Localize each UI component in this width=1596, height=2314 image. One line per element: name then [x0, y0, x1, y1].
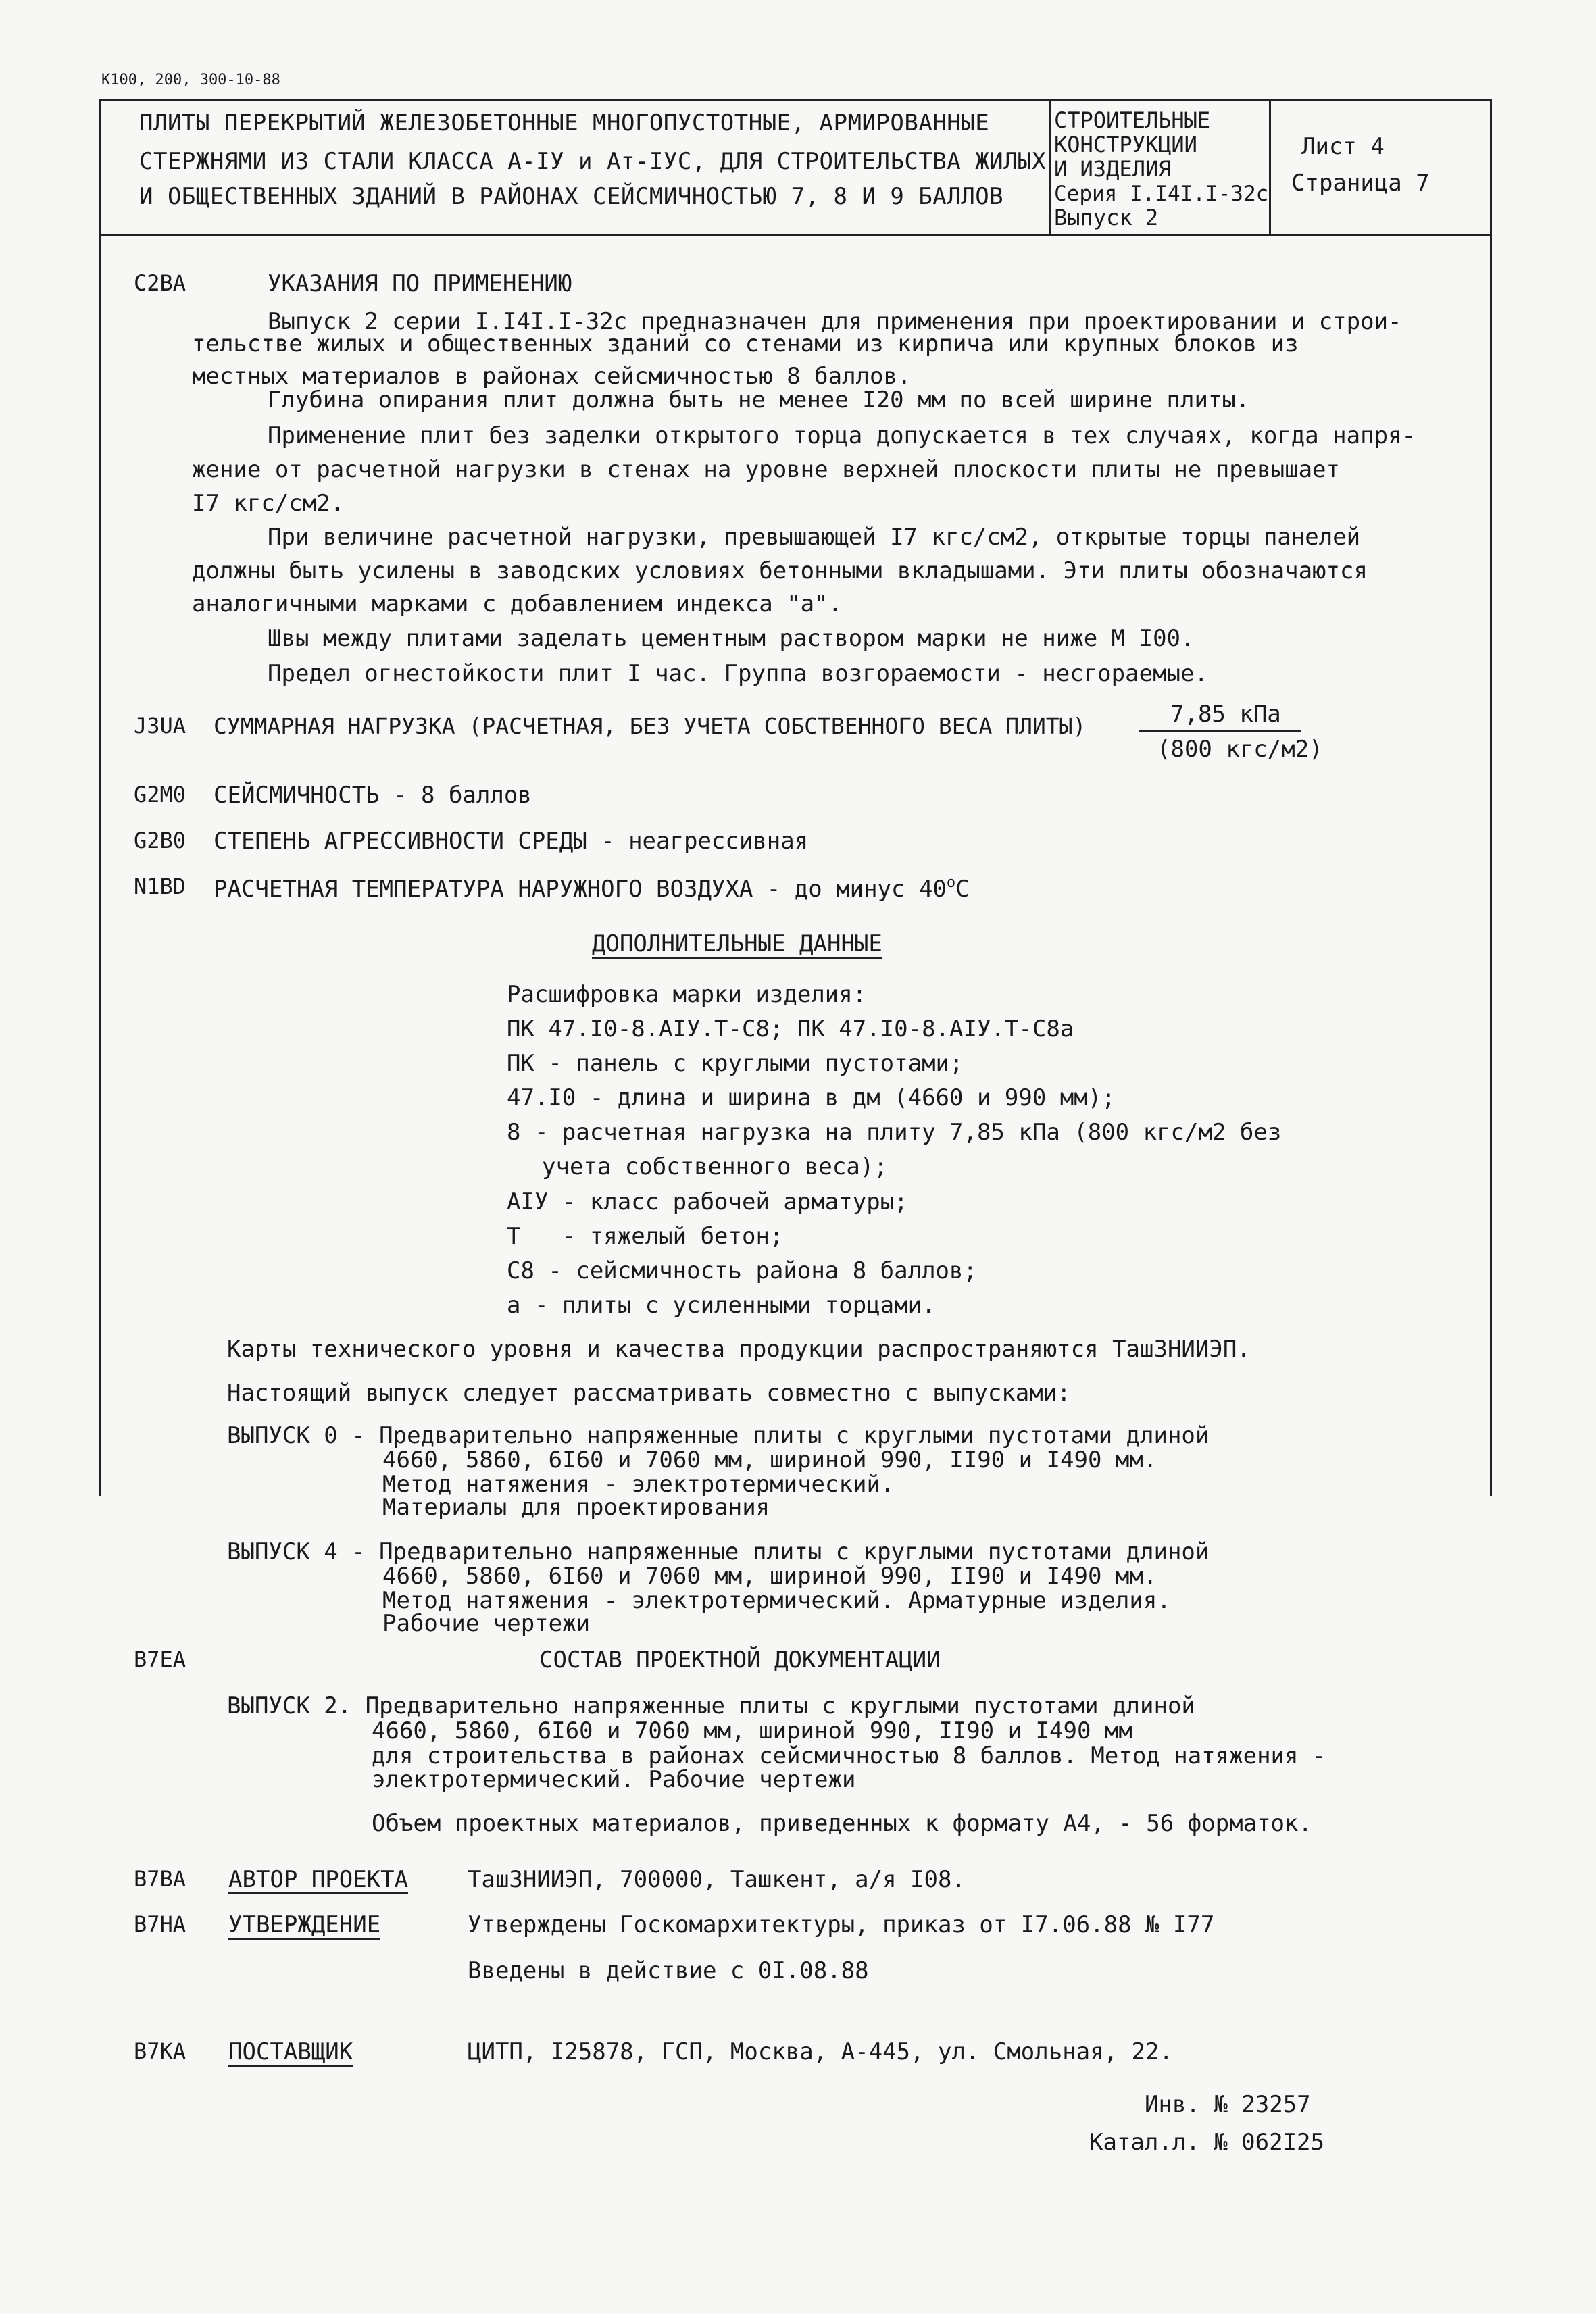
section-line: Выпуск 2: [1054, 205, 1159, 230]
usage-line: должны быть усилены в заводских условиях бетонными вкладышами. Эти плиты обозначаются: [192, 557, 1368, 584]
section-line: СТРОИТЕЛЬНЫЕ: [1054, 107, 1211, 133]
issue-line: ВЫПУСК 4 - Предварительно напряженные плиты с круглыми пустотами длиной: [227, 1538, 1210, 1565]
mark-line: 8 - расчетная нагрузка на плиту 7,85 кПа (800 кгс/м2 без: [507, 1119, 1282, 1146]
usage-line: местных материалов в районах сейсмичностью 8 баллов.: [192, 363, 912, 390]
stamp-code: K100, 200, 300-10-88: [101, 72, 280, 89]
composition-heading: СОСТАВ ПРОЕКТНОЙ ДОКУМЕНТАЦИИ: [539, 1646, 941, 1674]
mark-line: С8 - сейсмичность района 8 баллов;: [507, 1257, 977, 1284]
usage-line: жение от расчетной нагрузки в стенах на уровне верхней плоскости плиты не превышает: [192, 456, 1340, 483]
frame-right: [1490, 99, 1492, 1496]
usage-line: При величине расчетной нагрузки, превышающей I7 кгс/см2, открытые торцы панелей: [268, 524, 1361, 551]
usage-line: Применение плит без заделки открытого торца допускается в тех случаях, когда напря-: [268, 422, 1416, 449]
mark-line: 47.I0 - длина и ширина в дм (4660 и 990 мм);: [507, 1084, 1116, 1111]
load-label: СУММАРНАЯ НАГРУЗКА (РАСЧЕТНАЯ, БЕЗ УЧЕТА СОБСТВЕННОГО ВЕСА ПЛИТЫ): [214, 713, 1087, 739]
issue-line: 4660, 5860, 6I60 и 7060 мм, шириной 990, II90 и I490 мм: [372, 1717, 1132, 1744]
frame-header-bottom: [99, 234, 1492, 236]
aggression-text: СТЕПЕНЬ АГРЕССИВНОСТИ СРЕДЫ - неагрессивная: [214, 828, 809, 855]
approval-label: УТВЕРЖДЕНИЕ: [228, 1911, 381, 1938]
approval-value: Утверждены Госкомархитектуры, приказ от I7.06.88 № I77: [468, 1911, 1215, 1938]
temperature-code: N1BD: [134, 874, 186, 899]
seismic-code: G2M0: [134, 782, 186, 807]
issue-line: Материалы для проектирования: [382, 1494, 770, 1521]
author-code: B7BA: [134, 1866, 186, 1892]
composition-code: B7EA: [134, 1646, 186, 1672]
approval-code: B7HA: [134, 1911, 186, 1937]
load-value-bottom: (800 кгс/м2): [1157, 736, 1323, 763]
temperature-label: РАСЧЕТНАЯ ТЕМПЕРАТУРА НАРУЖНОГО ВОЗДУХА - до минус 40: [214, 876, 947, 903]
approval-effective: Введены в действие с 0I.08.88: [468, 1957, 869, 1984]
header-title-line: ПЛИТЫ ПЕРЕКРЫТИЙ ЖЕЛЕЗОБЕТОННЫЕ МНОГОПУСТОТНЫЕ, АРМИРОВАННЫЕ: [139, 109, 990, 136]
issue-line: электротермический. Рабочие чертежи: [372, 1766, 856, 1793]
additional-heading: ДОПОЛНИТЕЛЬНЫЕ ДАННЫЕ: [592, 930, 882, 957]
frame-top: [99, 99, 1492, 101]
mark-line: АIУ - класс рабочей арматуры;: [507, 1188, 908, 1215]
issue-line: 4660, 5860, 6I60 и 7060 мм, шириной 990, II90 и I490 мм.: [382, 1447, 1157, 1474]
supplier-code: B7KA: [134, 2038, 186, 2064]
issue-line: Рабочие чертежи: [382, 1610, 591, 1637]
seismic-text: СЕЙСМИЧНОСТЬ - 8 баллов: [214, 782, 532, 809]
usage-line: I7 кгс/см2.: [192, 490, 345, 517]
usage-line: Предел огнестойкости плит I час. Группа возгораемости - несгораемые.: [268, 660, 1208, 687]
issue-line: ВЫПУСК 2. Предварительно напряженные плиты с круглыми пустотами длиной: [227, 1692, 1195, 1719]
together-note: Настоящий выпуск следует рассматривать совместно с выпусками:: [227, 1380, 1071, 1407]
mark-line: а - плиты с усиленными торцами.: [507, 1292, 936, 1319]
issue-line: 4660, 5860, 6I60 и 7060 мм, шириной 990, II90 и I490 мм.: [382, 1563, 1157, 1590]
usage-line: Глубина опирания плит должна быть не менее I20 мм по всей ширине плиты.: [268, 386, 1250, 413]
load-value-top: 7,85 кПа: [1170, 701, 1281, 728]
usage-heading: УКАЗАНИЯ ПО ПРИМЕНЕНИЮ: [268, 270, 572, 297]
supplier-value: ЦИТП, I25878, ГСП, Москва, А-445, ул. Смольная, 22.: [468, 2038, 1173, 2065]
sheet-number: Лист 4: [1301, 133, 1385, 160]
header-divider-1: [1049, 99, 1051, 234]
author-value: ТашЗНИИЭП, 700000, Ташкент, а/я I08.: [468, 1866, 966, 1893]
mark-line: ПК - панель с круглыми пустотами;: [507, 1050, 964, 1077]
usage-line: тельстве жилых и общественных зданий со стенами из кирпича или крупных блоков из: [192, 330, 1299, 357]
cards-note: Карты технического уровня и качества продукции распространяются ТашЗНИИЭП.: [227, 1336, 1251, 1363]
usage-code: С2ВА: [134, 270, 186, 296]
mark-line: Расшифровка марки изделия:: [507, 981, 867, 1008]
header-title-line: СТЕРЖНЯМИ ИЗ СТАЛИ КЛАССА А-IУ и Ат-IУС, ДЛЯ СТРОИТЕЛЬСТВА ЖИЛЫХ: [139, 148, 1047, 175]
load-code: J3UA: [134, 713, 186, 738]
mark-line: ПК 47.I0-8.АIУ.Т-С8; ПК 47.I0-8.АIУ.Т-С8а: [507, 1015, 1074, 1042]
mark-line: учета собственного веса);: [542, 1153, 888, 1180]
load-fraction-bar: [1139, 730, 1301, 732]
section-line: КОНСТРУКЦИИ: [1054, 132, 1197, 157]
supplier-label: ПОСТАВЩИК: [228, 2038, 353, 2065]
usage-line: аналогичными марками с добавлением индекса "а".: [192, 590, 843, 618]
issue-line: ВЫПУСК 0 - Предварительно напряженные плиты с круглыми пустотами длиной: [227, 1422, 1210, 1449]
degree-sign: о: [946, 874, 956, 891]
author-label: АВТОР ПРОЕКТА: [228, 1866, 409, 1893]
temperature-unit: С: [955, 876, 970, 903]
temperature-text: [214, 876, 970, 901]
header-divider-2: [1269, 99, 1271, 234]
catalog-number: Катал.л. № 062I25: [1089, 2129, 1324, 2156]
issue-line: для строительства в районах сейсмичностью 8 баллов. Метод натяжения -: [372, 1742, 1326, 1769]
section-line: Серия I.I4I.I-32с: [1054, 182, 1269, 206]
mark-line: Т - тяжелый бетон;: [507, 1223, 784, 1250]
header-title-line: И ОБЩЕСТВЕННЫХ ЗДАНИЙ В РАЙОНАХ СЕЙСМИЧНОСТЬЮ 7, 8 И 9 БАЛЛОВ: [139, 183, 1004, 210]
issue-line: Метод натяжения - электротермический. Арматурные изделия.: [382, 1587, 1171, 1614]
issue-line: Метод натяжения - электротермический.: [382, 1471, 895, 1498]
page-number: Страница 7: [1291, 170, 1430, 197]
frame-left: [99, 99, 101, 1496]
usage-line: Швы между плитами заделать цементным раствором марки не ниже М I00.: [268, 625, 1195, 652]
usage-line: Выпуск 2 серии I.I4I.I-32с предназначен для применения при проектировании и строи-: [268, 308, 1402, 335]
volume-note: Объем проектных материалов, приведенных к формату А4, - 56 форматок.: [372, 1810, 1312, 1837]
aggression-code: G2B0: [134, 828, 186, 853]
inventory-number: Инв. № 23257: [1145, 2091, 1311, 2118]
section-line: И ИЗДЕЛИЯ: [1054, 156, 1172, 182]
